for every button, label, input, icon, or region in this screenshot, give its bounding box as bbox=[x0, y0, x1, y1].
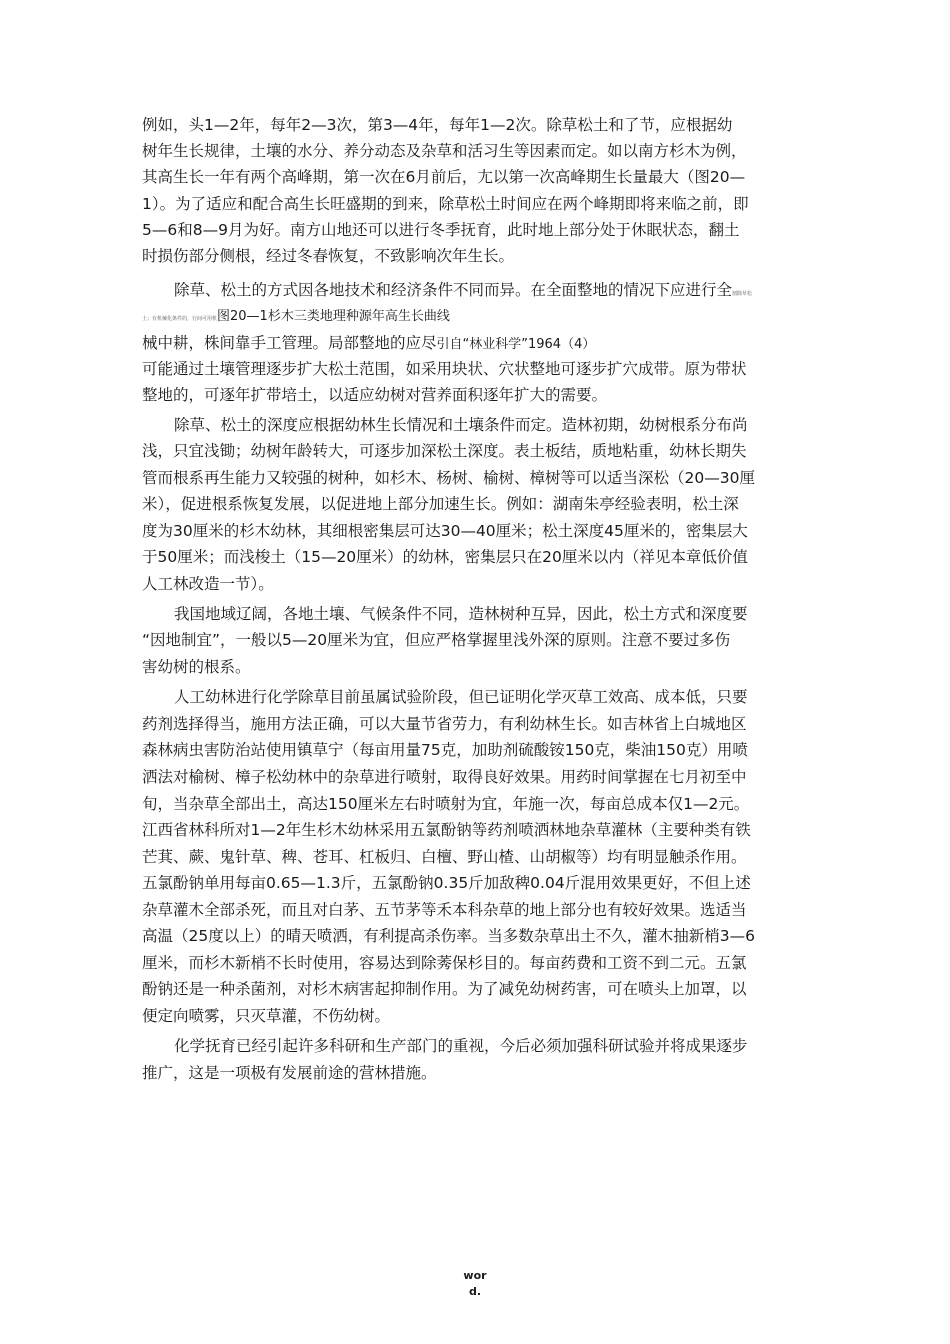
text-line: 高温（25度以上）的晴天喷洒，有利提高杀伤率。当多数杂草出土不久，灌木抽新梢3—6 bbox=[142, 927, 755, 945]
text-line: 1）。为了适应和配合高生长旺盛期的到来，除草松土时间应在两个峰期即将来临之前，即 bbox=[142, 195, 749, 213]
figure-source: 引自“林业科学”1964（4） bbox=[436, 337, 596, 352]
text-line: 化学抚育已经引起许多科研和生产部门的重视，今后必须加强科研试验并将成果逐步 bbox=[174, 1037, 748, 1055]
text-line: 5—6和8—9月为好。南方山地还可以进行冬季抚育，此时地上部分处于休眠状态，翻土 bbox=[142, 221, 740, 239]
text-line: 推广，这是一项极有发展前途的营林措施。 bbox=[142, 1064, 437, 1082]
text-line: 度为30厘米的杉木幼林，其细根密集层可达30—40厘米；松土深度45厘米的，密集层大 bbox=[142, 522, 748, 540]
text-line: 例如，头1—2年，每年2—3次，第3—4年，每年1—2次。除草松土和了节，应根据幼 bbox=[142, 116, 733, 134]
text-line: 人工林改造一节）。 bbox=[142, 575, 274, 593]
text-segment: 械中耕，株间靠手工管理。局部整地的应尽 bbox=[142, 334, 437, 352]
text-line: 酚钠还是一种杀菌剂，对杉木病害起抑制作用。为了减免幼树药害，可在喷头上加罩，以 bbox=[142, 980, 747, 998]
text-line: 时损伤部分侧根，经过冬春恢复，不致影响次年生长。 bbox=[142, 247, 515, 265]
text-line: 整地的，可逐年扩带培土，以适应幼树对营养面积逐年扩大的需要。 bbox=[142, 386, 608, 404]
footer-text: wor bbox=[463, 1269, 487, 1282]
text-line: 便定向喷雾，只灭草灌，不伤幼树。 bbox=[142, 1007, 391, 1025]
text-line bbox=[174, 277, 832, 303]
text-line: 杂草灌木全部杀死，而且对白茅、五节茅等禾本科杂草的地上部分也有较好效果。选适当 bbox=[142, 901, 747, 919]
text-line: 米），促进根系恢复发展，以促进地上部分加速生长。例如：湖南朱亭经验表明，松土深 bbox=[142, 495, 739, 513]
text-line: 芒萁、蕨、鬼针草、稗、苍耳、杠板归、白檀、野山楂、山胡椒等）均有明显触杀作用。 bbox=[142, 848, 747, 866]
text-line: 除草、松土的深度应根据幼林生长情况和土壤条件而定。造林初期，幼树根系分布尚 bbox=[174, 416, 748, 434]
text-line: 江西省林科所对1—2年生杉木幼林采用五氯酚钠等药剂喷洒林地杂草灌林（主要种类有铁 bbox=[142, 821, 751, 839]
text-line: 管而根系再生能力又较强的树种，如杉木、杨树、榆树、樟树等可以适当深松（20—30厘 bbox=[142, 469, 755, 487]
text-line: “因地制宜”，一般以5—20厘米为宜，但应严格掌握里浅外深的原则。注意不要过多伤 bbox=[142, 631, 731, 649]
text-line: 于50厘米；而浅梭土（15—20厘米）的幼林，密集层只在20厘米以内（祥见本章低价值 bbox=[142, 548, 748, 566]
text-line: 浅，只宜浅锄；幼树年龄转大，可逐步加深松土深度。表土板结，质地粘重，幼林长期失 bbox=[142, 442, 747, 460]
footer-text: d. bbox=[468, 1285, 482, 1298]
text-line: 人工幼林进行化学除草目前虽属试验阶段，但已证明化学灭草工效高、成本低，只要 bbox=[174, 688, 748, 706]
text-line: 害幼树的根系。 bbox=[142, 658, 251, 676]
figure-caption: 图20—1杉木三类地理种源年高生长曲线 bbox=[217, 309, 450, 324]
text-line: 树年生长规律，土壤的水分、养分动态及杂草和活习生等因素而定。如以南方杉木为例， bbox=[142, 142, 747, 160]
text-line: 其高生长一年有两个高峰期，第一次在6月前后，尢以第一次高峰期生长量最大（图20— bbox=[142, 168, 746, 186]
figure-caption-line bbox=[142, 304, 832, 330]
text-line: 洒法对榆树、樟子松幼林中的杂草进行喷射，取得良好效果。用药时间掌握在七月初至中 bbox=[142, 768, 747, 786]
text-segment: 除草、松土的方式因各地技术和经济条件不同而异。在全面整地的情况下应进行全 bbox=[174, 281, 733, 299]
text-line: 可能通过土壤管理逐步扩大松土范围，如采用块状、穴状整地可逐步扩穴成带。原为带状 bbox=[142, 360, 747, 378]
text-line: 旬，当杂草全部出土，高达150厘米左右时喷射为宜，年施一次，每亩总成本仅1—2元。 bbox=[142, 795, 750, 813]
text-line: 厘米，而杉木新梢不长时使用，容易达到除莠保杉目的。每亩药费和工资不到二元。五氯 bbox=[142, 954, 747, 972]
text-line: 我国地域辽阔，各地土壤、气候条件不同，造林树种互异，因此，松土方式和深度要 bbox=[174, 605, 748, 623]
tiny-overflow-text: 割除草松 bbox=[732, 291, 753, 297]
tiny-overflow-text: 土；有机械化条件的，行间可用机 bbox=[142, 316, 218, 322]
text-line: 药剂选择得当，施用方法正确，可以大量节省劳力，有利幼林生长。如吉林省上白城地区 bbox=[142, 715, 747, 733]
text-line: 森林病虫害防治站使用镇草宁（每亩用量75克，加助剂硫酸铵150克，柴油150克）用喷 bbox=[142, 741, 748, 759]
text-line bbox=[142, 330, 832, 358]
text-line: 五氯酚钠单用每亩0.65—1.3斤，五氯酚钠0.35斤加敌稗0.04斤混用效果更好，不但上述 bbox=[142, 874, 751, 892]
